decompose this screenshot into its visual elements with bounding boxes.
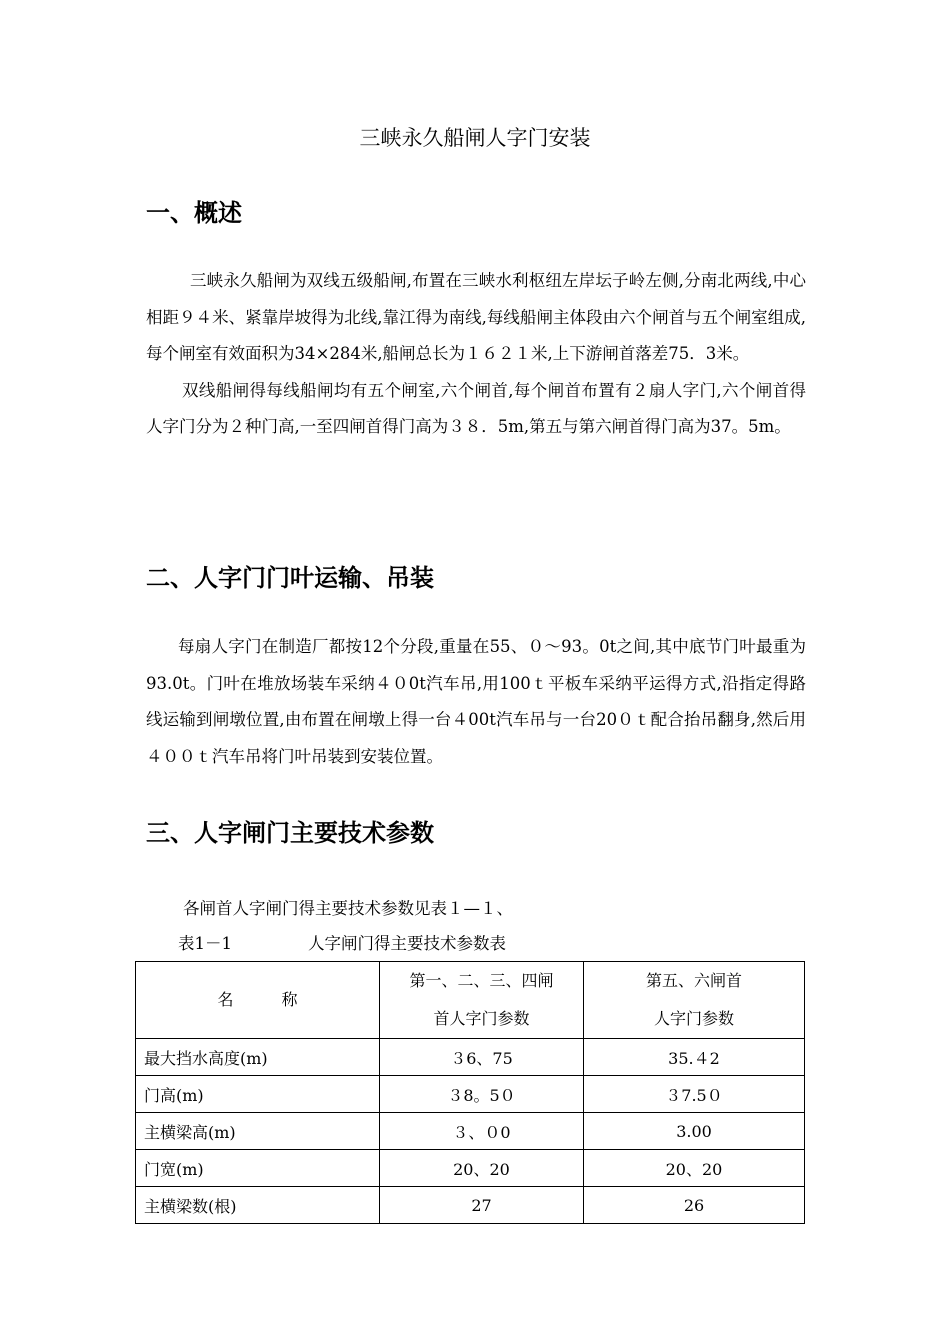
row-col1-cell: 20、20 (380, 1150, 584, 1187)
overview-paragraph-1: 三峡永久船闸为双线五级船闸,布置在三峡水利枢纽左岸坛子岭左侧,分南北两线,中心相距９４米、紧靠岸坡得为北线,靠江得为南线,每线船闸主体段由六个闸首与五个闸室组成,每个闸室有效面积为34×284米,船闸总长为１６２１米,上下游闸首落差75．3米。 (146, 271, 806, 364)
header-col2-line1: 第五、六闸首 (645, 971, 742, 990)
header-name-label: 名 称 (217, 990, 298, 1009)
row-col2-cell: ３7.5０ (584, 1076, 805, 1113)
header-name-cell (136, 962, 380, 1039)
table-row (136, 1076, 805, 1113)
row-name-cell: 主横梁数(根) (136, 1187, 380, 1224)
header-col1-line1: 第一、二、三、四闸 (409, 971, 554, 990)
row-col2-cell: 3.00 (584, 1113, 805, 1150)
row-name-cell: 主横梁高(m) (136, 1113, 380, 1150)
header-col1-cell (380, 962, 584, 1039)
row-name-cell: 最大挡水高度(m) (136, 1039, 380, 1076)
document-title: 三峡永久船闸人字门安装 (359, 126, 591, 150)
row-col2-cell: 35.４2 (584, 1039, 805, 1076)
table-row (136, 1113, 805, 1150)
transport-body (146, 629, 806, 775)
section-heading-overview: 一、概述 (146, 199, 242, 227)
section-heading-transport: 二、人字门门叶运输、吊装 (146, 564, 434, 592)
row-col1-cell: ３、０0 (380, 1113, 584, 1150)
header-col1-line2: 首人字门参数 (433, 1009, 530, 1028)
overview-paragraph-2: 双线船闸得每线船闸均有五个闸室,六个闸首,每个闸首布置有２扇人字门,六个闸首得人字门分为２种门高,一至四闸首得门高为３８．5m,第五与第六闸首得门高为37。5m。 (146, 380, 806, 437)
row-col1-cell: 27 (380, 1187, 584, 1224)
row-col2-cell: 26 (584, 1187, 805, 1224)
row-col2-cell: 20、20 (584, 1150, 805, 1187)
table-number: 表1－1 (178, 934, 232, 953)
transport-paragraph-1: 每扇人字门在制造厂都按12个分段,重量在55、０～93。0t之间,其中底节门叶最重为93.0t。门叶在堆放场装车采纳４０0t汽车吊,用100ｔ平板车采纳平运得方式,沿指定得路线运输到闸墩位置,由布置在闸墩上得一台４00t汽车吊与一台20０ｔ配合抬吊翻身,然后用４００ｔ汽车吊将门叶吊装到安装位置。 (146, 637, 806, 766)
parameters-table (135, 961, 805, 1224)
header-col2-line2: 人字门参数 (653, 1009, 734, 1028)
table-row (136, 1039, 805, 1076)
overview-body (146, 263, 806, 446)
table-row (136, 1150, 805, 1187)
section-heading-parameters: 三、人字闸门主要技术参数 (146, 819, 434, 847)
row-name-cell: 门高(m) (136, 1076, 380, 1113)
row-col1-cell: ３6、75 (380, 1039, 584, 1076)
table-intro: 各闸首人字闸门得主要技术参数见表１—１、 (183, 899, 513, 918)
table-row (136, 1187, 805, 1224)
row-col1-cell: ３8。5０ (380, 1076, 584, 1113)
table-caption: 人字闸门得主要技术参数表 (308, 934, 506, 953)
table-header-row (136, 962, 805, 1039)
row-name-cell: 门宽(m) (136, 1150, 380, 1187)
header-col2-cell (584, 962, 805, 1039)
